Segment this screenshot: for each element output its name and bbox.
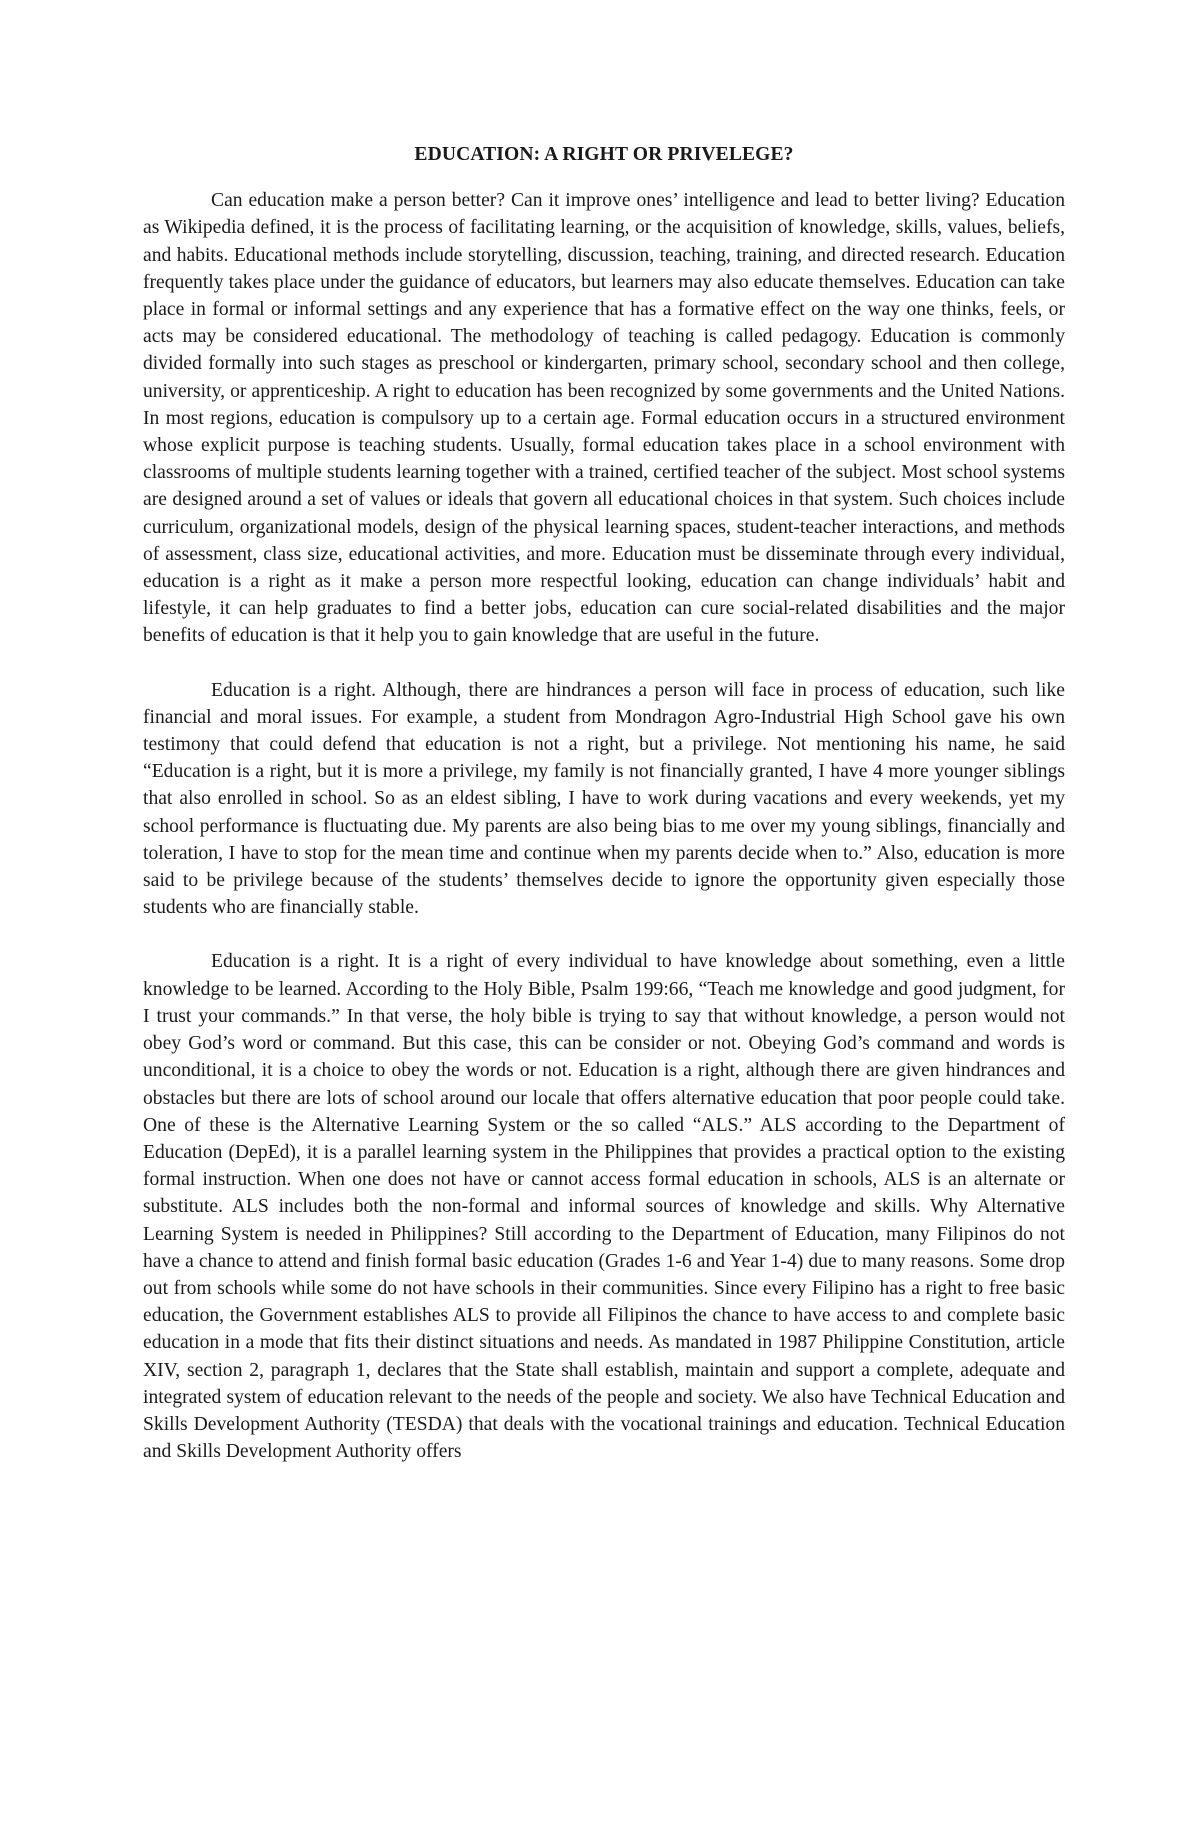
- paragraph-student-testimony: Education is a right. Although, there are hindrances a person will face in process of education, such like financial and moral issues. For example, a student from Mondragon Agro-Industrial High School gave his own testimony that could defend that education is not a right, but a privilege. Not mentioning his name, he said “Education is a right, but it is more a privilege, my family is not financially granted, I have 4 more younger siblings that also enrolled in school. So as an eldest sibling, I have to work during vacations and every weekends, yet my school performance is fluctuating due. My parents are also being bias to me over my young siblings, financially and toleration, I have to stop for the mean time and continue when my parents decide when to.” Also, education is more said to be privilege because of the students’ themselves decide to ignore the opportunity given especially those students who are financially stable.: [143, 679, 1065, 919]
- document-body: [143, 141, 1065, 1465]
- paragraph-alternative-learning: Education is a right. It is a right of every individual to have knowledge about something, even a little knowledge to be learned. According to the Holy Bible, Psalm 199:66, “Teach me knowledge and good judgment, for I trust your commands.” In that verse, the holy bible is trying to say that without knowledge, a person would not obey God’s word or command. But this case, this can be consider or not. Obeying God’s command and words is unconditional, it is a choice to obey the words or not. Education is a right, although there are given hindrances and obstacles but there are lots of school around our locale that offers alternative education that poor people could take. One of these is the Alternative Learning System or the so called “ALS.” ALS according to the Department of Education (DepEd), it is a parallel learning system in the Philippines that provides a practical option to the existing formal instruction. When one does not have or cannot access formal education in schools, ALS is an alternate or substitute. ALS includes both the non-formal and informal sources of knowledge and skills. Why Alternative Learning System is needed in Philippines? Still according to the Department of Education, many Filipinos do not have a chance to attend and finish formal basic education (Grades 1-6 and Year 1-4) due to many reasons. Some drop out from schools while some do not have schools in their communities. Since every Filipino has a right to free basic education, the Government establishes ALS to provide all Filipinos the chance to have access to and complete basic education in a mode that fits their distinct situations and needs. As mandated in 1987 Philippine Constitution, article XIV, section 2, paragraph 1, declares that the State shall establish, maintain and support a complete, adequate and integrated system of education relevant to the needs of the people and society. We also have Technical Education and Skills Development Authority (TESDA) that deals with the vocational trainings and education. Technical Education and Skills Development Authority offers: [143, 951, 1065, 1463]
- paragraph-introduction: Can education make a person better? Can it improve ones’ intelligence and lead to better living? Education as Wikipedia defined, it is the process of facilitating learning, or the acquisition of knowledge, skills, values, beliefs, and habits. Educational methods include storytelling, discussion, teaching, training, and directed research. Education frequently takes place under the guidance of educators, but learners may also educate themselves. Education can take place in formal or informal settings and any experience that has a formative effect on the way one thinks, feels, or acts may be considered educational. The methodology of teaching is called pedagogy. Education is commonly divided formally into such stages as preschool or kindergarten, primary school, secondary school and then college, university, or apprenticeship. A right to education has been recognized by some governments and the United Nations. In most regions, education is compulsory up to a certain age. Formal education occurs in a structured environment whose explicit purpose is teaching students. Usually, formal education takes place in a school environment with classrooms of multiple students learning together with a trained, certified teacher of the subject. Most school systems are designed around a set of values or ideals that govern all educational choices in that system. Such choices include curriculum, organizational models, design of the physical learning spaces, student-teacher interactions, and methods of assessment, class size, educational activities, and more. Education must be disseminate through every individual, education is a right as it make a person more respectful looking, education can change individuals’ habit and lifestyle, it can help graduates to find a better jobs, education can cure social-related disabilities and the major benefits of education is that it help you to gain knowledge that are useful in the future.: [143, 190, 1065, 647]
- document-title: EDUCATION: A RIGHT OR PRIVELEGE?: [414, 144, 794, 165]
